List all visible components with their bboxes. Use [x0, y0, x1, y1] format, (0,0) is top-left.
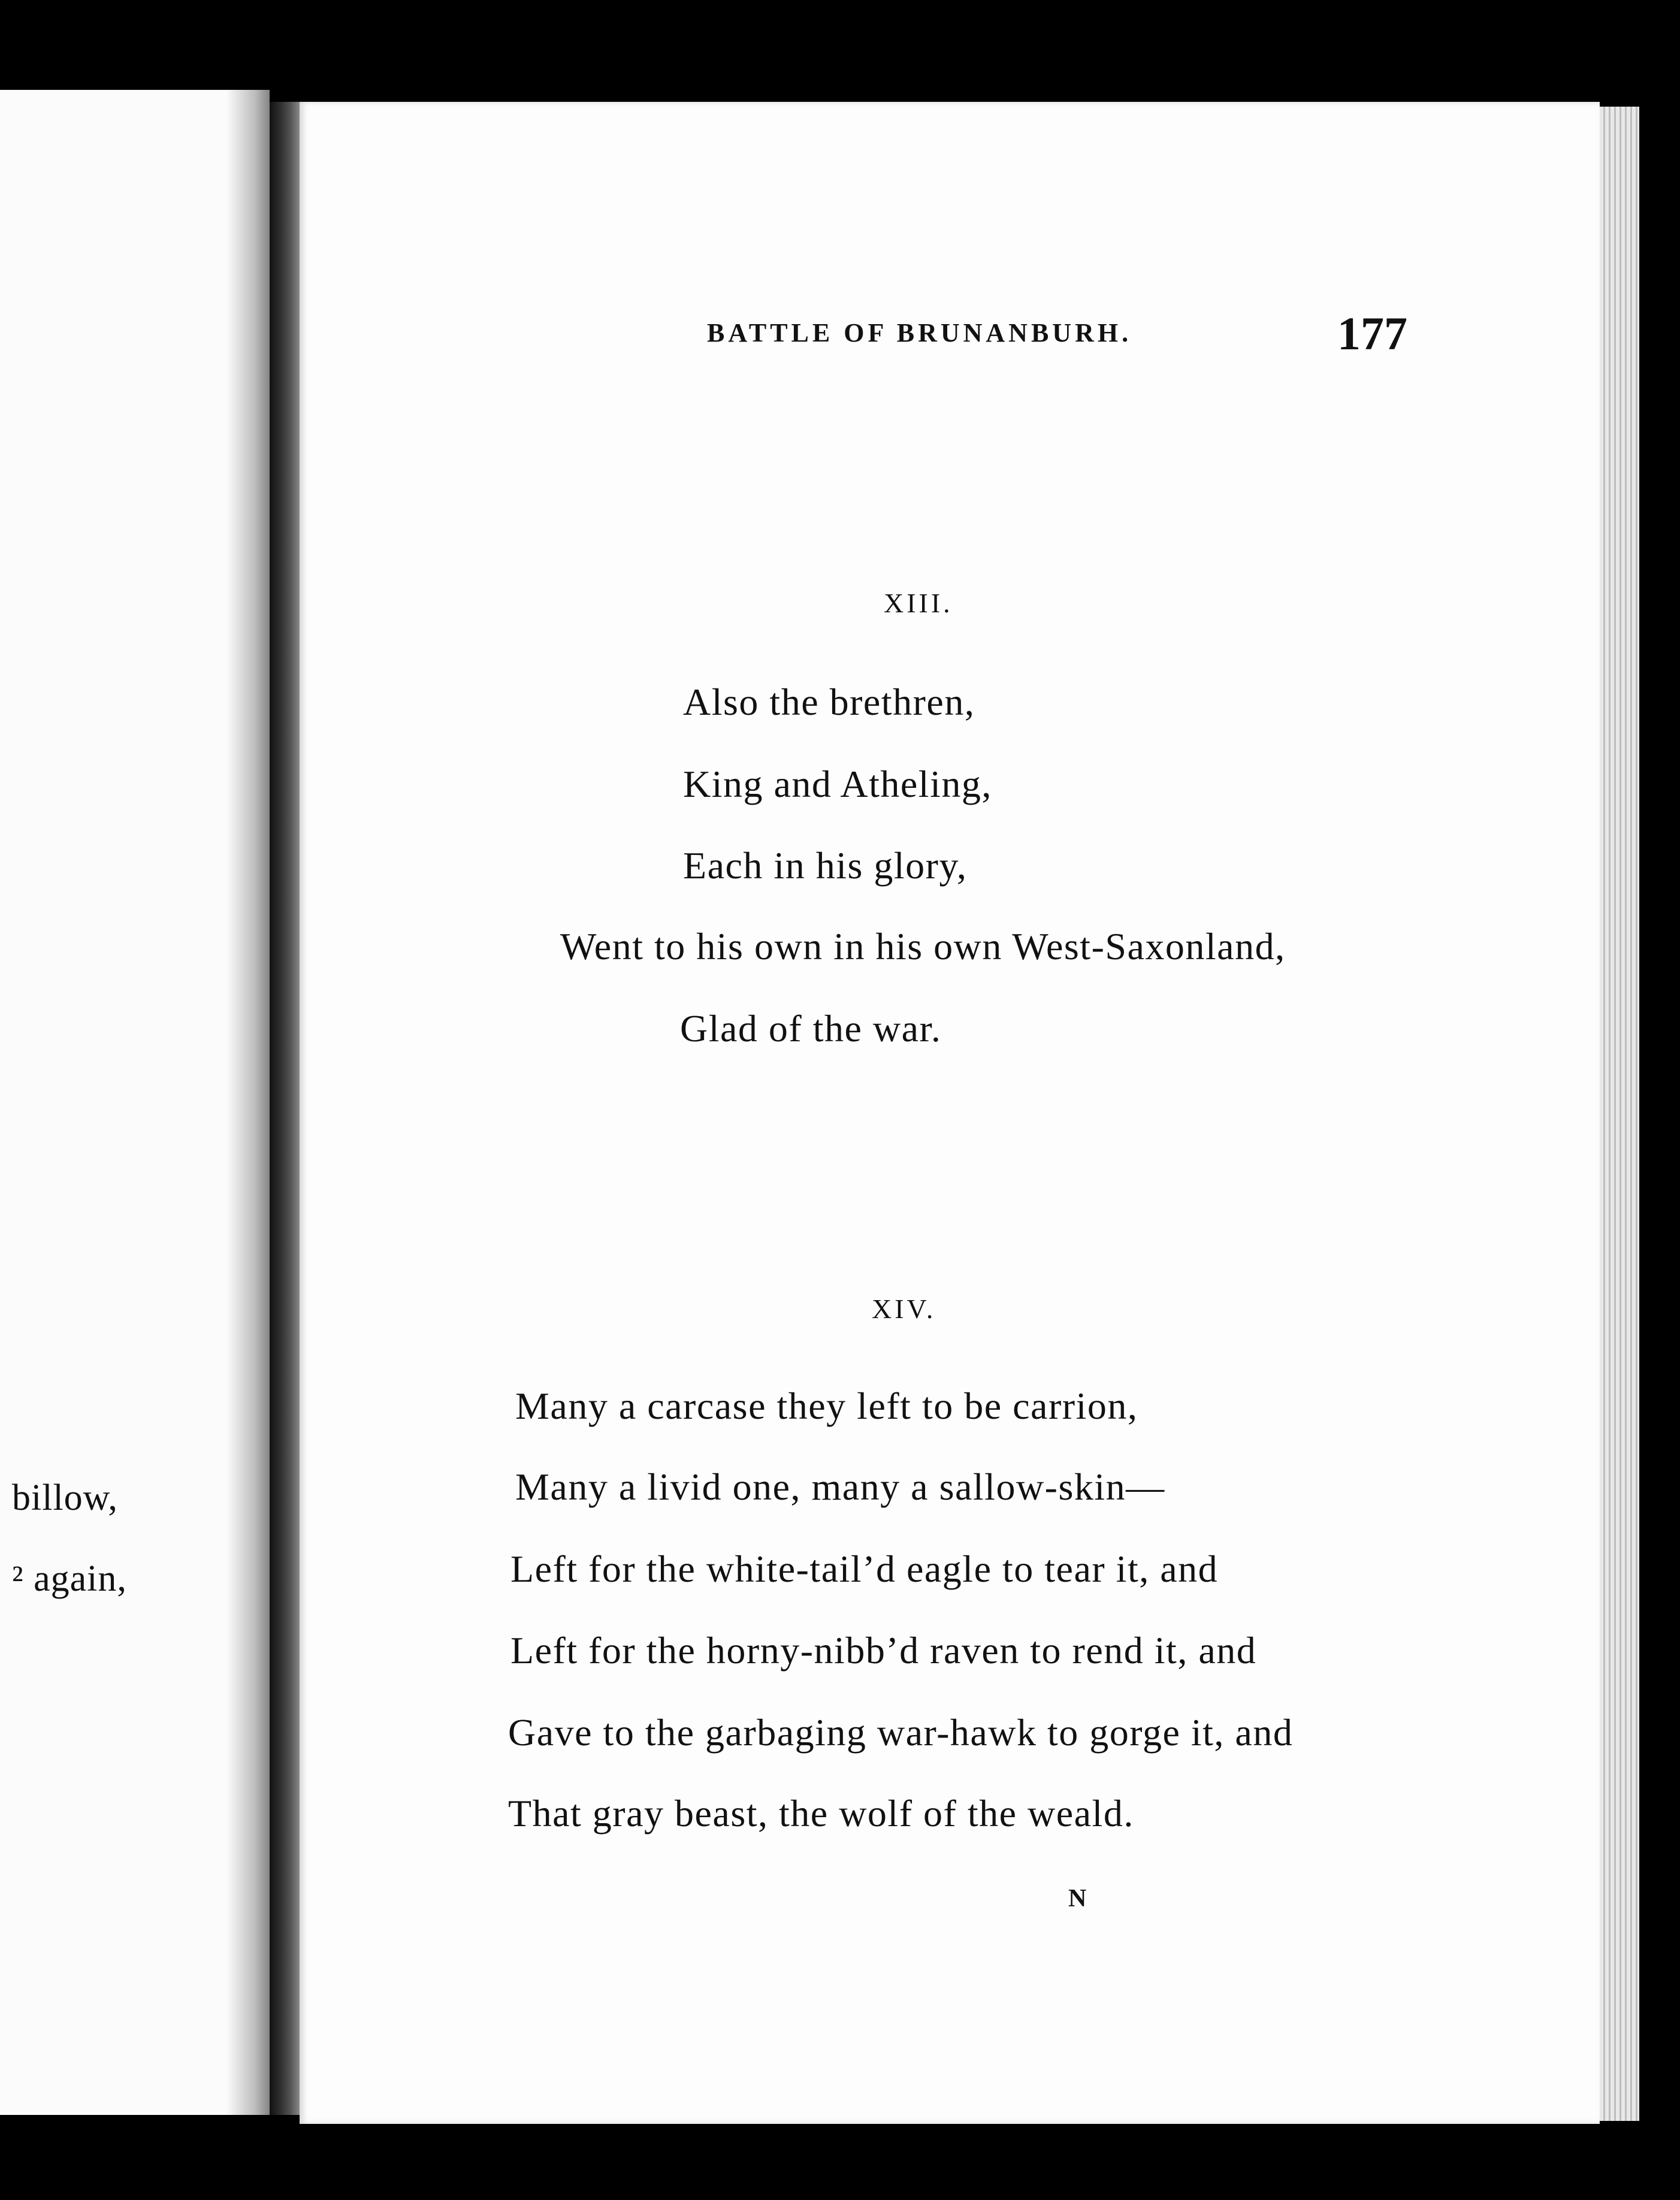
- verse-line: That gray beast, the wolf of the weald.: [508, 1792, 1134, 1835]
- stanza-number: XIV.: [872, 1294, 936, 1324]
- verse-line: Left for the horny-nibb’d raven to rend it, and: [510, 1629, 1257, 1672]
- page-number: 177: [1337, 307, 1407, 359]
- verse-line: Also the brethren,: [683, 681, 975, 723]
- verse-line: Gave to the garbaging war-hawk to gorge it, and: [508, 1711, 1294, 1754]
- running-head: BATTLE OF BRUNANBURH.: [707, 318, 1132, 347]
- previous-page-line: ² again,: [12, 1558, 127, 1599]
- verse-line: Left for the white-tail’d eagle to tear it, and: [510, 1548, 1219, 1590]
- previous-page-shadow: [226, 90, 274, 2115]
- signature-mark: N: [1068, 1885, 1087, 1912]
- stanza-number: XIII.: [884, 588, 953, 618]
- binding-gutter: [270, 102, 300, 2115]
- verse-line: Went to his own in his own West-Saxonland,: [560, 925, 1286, 968]
- verse-line: Glad of the war.: [680, 1007, 942, 1050]
- previous-page-line: billow,: [12, 1477, 118, 1518]
- verse-line: King and Atheling,: [683, 763, 992, 805]
- verse-line: Many a livid one, many a sallow-skin—: [515, 1465, 1165, 1508]
- page-edges: [1600, 107, 1639, 2121]
- verse-line: Many a carcase they left to be carrion,: [515, 1385, 1138, 1427]
- verse-line: Each in his glory,: [683, 844, 968, 887]
